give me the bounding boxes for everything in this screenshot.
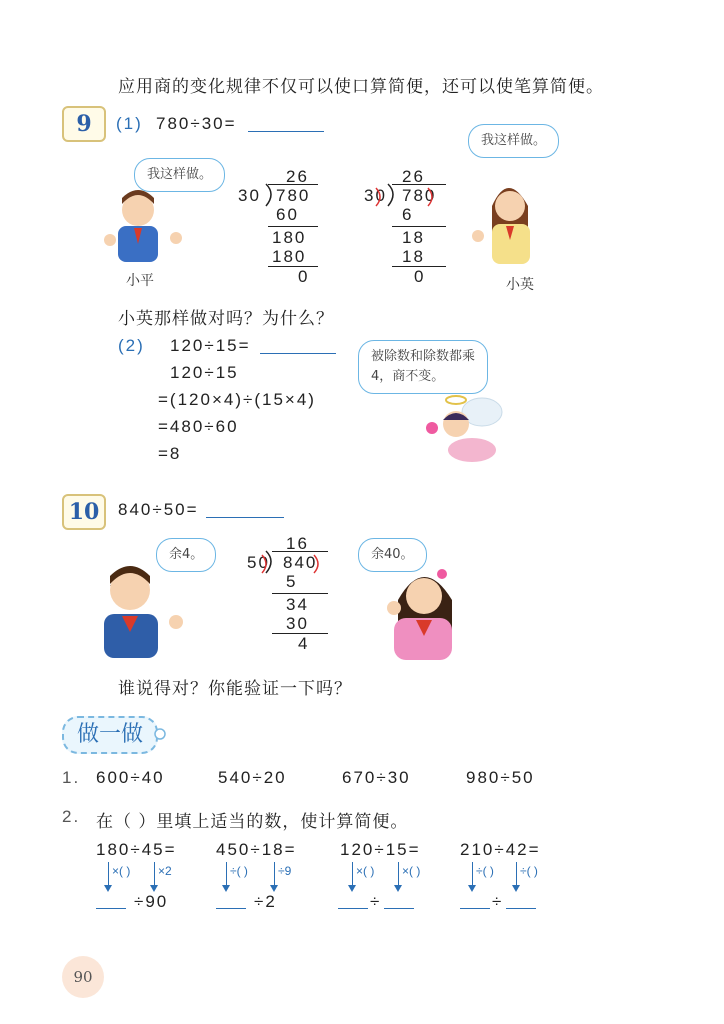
q2-item-2-result: ÷2: [254, 892, 277, 911]
division-bar: [272, 551, 328, 552]
q2-number: 2.: [62, 807, 81, 826]
dividend-right: 780: [402, 186, 437, 205]
step-line: [392, 226, 446, 227]
intro-text: 应用商的变化规律不仅可以使口算简便，还可以使笔算简便。: [118, 77, 604, 97]
speech-bubble-girl: 余40。: [358, 538, 427, 572]
q2-item-2-expr: 450÷18=: [216, 840, 297, 859]
q2-item-1-expr: 180÷45=: [96, 840, 177, 859]
step-line: [268, 266, 318, 267]
quotient-ex10: 16: [286, 534, 309, 553]
step2-right: 18: [402, 228, 425, 247]
q1-item-3: 670÷30: [342, 768, 411, 787]
example-10-badge: 10: [62, 494, 106, 530]
q2-item-2-op2: ÷9: [278, 864, 292, 878]
bubble-angel-line-1: 被除数和除数都乘: [371, 349, 476, 364]
remainder-ex10: 4: [298, 634, 310, 653]
q2-item-2-op1: ÷( ): [230, 864, 248, 878]
step2-left: 180: [272, 228, 307, 247]
q1-number: 1.: [62, 768, 81, 787]
fill-blank[interactable]: [460, 890, 490, 909]
q2-item-4-result: ÷: [492, 892, 504, 911]
down-arrow-icon: [274, 862, 275, 886]
down-arrow-icon: [352, 862, 353, 886]
step-line: [268, 226, 318, 227]
down-arrow-icon: [226, 862, 227, 886]
q2-instruction: 在（ ）里填上适当的数，使计算简便。: [96, 812, 409, 832]
down-arrow-icon: [516, 862, 517, 886]
q2-item-4-op2: ÷( ): [520, 864, 538, 878]
answer-blank[interactable]: [206, 499, 284, 518]
step1-left: 60: [276, 205, 299, 224]
boy-xiaoping-illustration: [100, 186, 192, 270]
answer-blank[interactable]: [260, 335, 336, 354]
practice-heading-tag: 做一做: [62, 716, 158, 754]
part2-line-1: 120÷15=: [170, 336, 251, 355]
step3-ex10: 30: [286, 614, 309, 633]
down-arrow-icon: [472, 862, 473, 886]
part2-line-5: =8: [158, 444, 182, 463]
divisor-ex10: 50: [247, 553, 270, 572]
step-line: [272, 593, 328, 594]
girl-xiaoying-illustration: [468, 176, 548, 268]
q2-item-1-result: ÷90: [134, 892, 169, 911]
part2-line-2: 120÷15: [170, 363, 239, 382]
part1-label: (1): [116, 114, 143, 133]
q2-item-3-op1: ×( ): [356, 864, 375, 878]
q2-item-1-op1: ×( ): [112, 864, 131, 878]
q1-item-2: 540÷20: [218, 768, 287, 787]
q1-item-4: 980÷50: [466, 768, 535, 787]
remainder-right: 0: [414, 267, 426, 286]
angel-illustration: [416, 392, 512, 474]
dividend-ex10: 840: [283, 553, 318, 572]
boy-illustration: [98, 558, 188, 662]
speech-bubble-xiaoping: 我这样做。: [134, 158, 225, 192]
question-10: 谁说得对？你能验证一下吗？: [118, 679, 352, 699]
division-bar: [268, 184, 318, 185]
ex10-expression: 840÷50=: [118, 500, 199, 519]
step3-right: 18: [402, 247, 425, 266]
dividend-left: 780: [276, 186, 311, 205]
speech-bubble-angel: [358, 340, 488, 394]
fill-blank[interactable]: [216, 890, 246, 909]
speech-bubble-boy: 余4。: [156, 538, 216, 572]
example-9-badge: 9: [62, 106, 106, 142]
down-arrow-icon: [398, 862, 399, 886]
quotient-right: 26: [402, 167, 425, 186]
q2-item-4-op1: ÷( ): [476, 864, 494, 878]
part2-line-4: =480÷60: [158, 417, 239, 436]
q1-item-1: 600÷40: [96, 768, 165, 787]
down-arrow-icon: [154, 862, 155, 886]
division-bar: [392, 184, 446, 185]
page-number: 90: [62, 956, 104, 998]
fill-blank[interactable]: [506, 890, 536, 909]
part1-expression: 780÷30=: [156, 114, 237, 133]
q2-item-3-expr: 120÷15=: [340, 840, 421, 859]
name-xiaoping: 小平: [126, 273, 154, 289]
fill-blank[interactable]: [96, 890, 126, 909]
bubble-angel-line-2: 4，商不变。: [371, 369, 445, 384]
remainder-left: 0: [298, 267, 310, 286]
quotient-left: 26: [286, 167, 309, 186]
step1-right: 6: [402, 205, 414, 224]
q2-item-3-result: ÷: [370, 892, 382, 911]
part2-label: (2): [118, 336, 145, 355]
divisor-left: 30: [238, 186, 261, 205]
fill-blank[interactable]: [384, 890, 414, 909]
q2-item-3-op2: ×( ): [402, 864, 421, 878]
step2-ex10: 34: [286, 595, 309, 614]
divisor-right: 30: [364, 186, 387, 205]
fill-blank[interactable]: [338, 890, 368, 909]
girl-illustration: [380, 560, 466, 662]
q2-item-1-op2: ×2: [158, 864, 172, 878]
tag-hole-icon: [152, 726, 172, 742]
part2-line-3: =(120×4)÷(15×4): [158, 390, 316, 409]
q2-item-4-expr: 210÷42=: [460, 840, 541, 859]
name-xiaoying: 小英: [506, 277, 534, 293]
answer-blank[interactable]: [248, 113, 324, 132]
step3-left: 180: [272, 247, 307, 266]
step1-ex10: 5: [286, 572, 298, 591]
down-arrow-icon: [108, 862, 109, 886]
speech-bubble-xiaoying: 我这样做。: [468, 124, 559, 158]
question-9: 小英那样做对吗？为什么？: [118, 309, 334, 329]
